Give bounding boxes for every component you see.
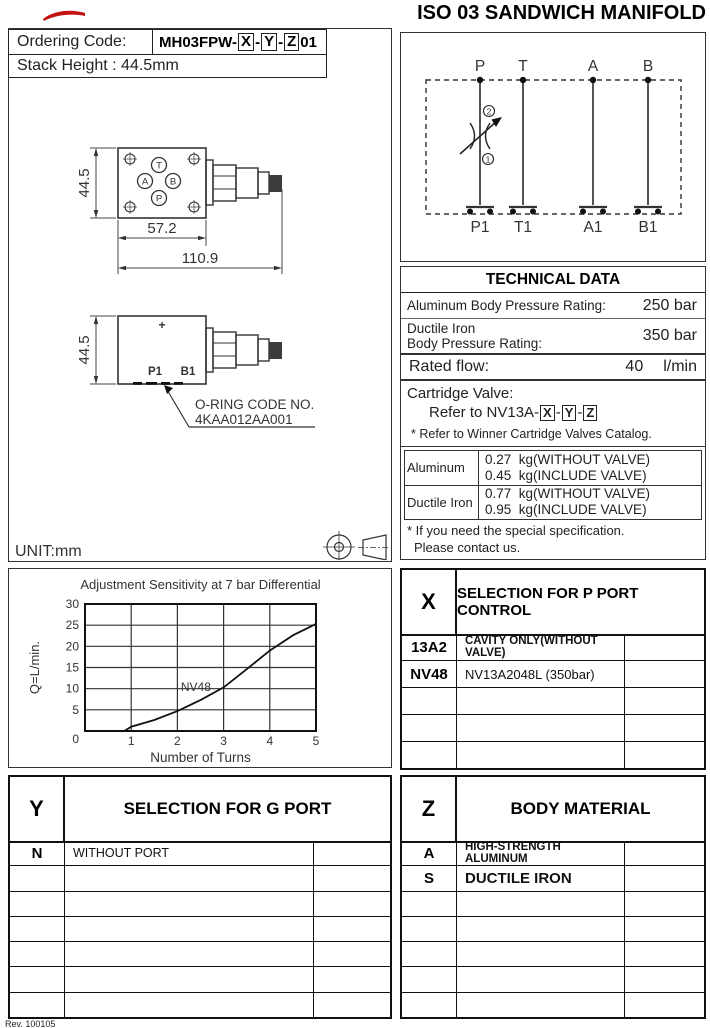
svg-text:4: 4 — [266, 734, 274, 748]
cell-code: A — [402, 841, 457, 865]
aluminum-pressure-value: 250 bar — [642, 296, 697, 314]
sensitivity-chart-panel — [8, 568, 392, 768]
stack-height-label: Stack Height : 44.5mm — [17, 56, 179, 74]
cell-empty — [625, 993, 704, 1017]
column-code-x: X — [402, 570, 457, 634]
table-row — [402, 742, 704, 768]
table-row — [402, 993, 704, 1017]
table-row — [10, 892, 390, 917]
valve-knob-side — [206, 328, 282, 372]
code-sep: - — [255, 33, 261, 51]
table-row — [10, 993, 390, 1017]
cell-empty — [625, 942, 704, 966]
page-title: ISO 03 SANDWICH MANIFOLD — [417, 2, 706, 24]
schematic-port-a1: A1 — [583, 219, 603, 236]
cell-desc: WITHOUT PORT — [65, 841, 314, 865]
drawings-panel — [8, 28, 392, 562]
cartridge-valve-label: Cartridge Valve: — [407, 385, 514, 403]
table-row — [402, 661, 704, 688]
cell-empty — [625, 715, 704, 741]
technical-data-title: TECHNICAL DATA — [401, 267, 705, 293]
cartridge-box-y: Y — [562, 405, 577, 421]
cell-code: NV48 — [402, 661, 457, 687]
cell-desc — [65, 967, 314, 991]
table-row — [402, 841, 704, 866]
schematic-port-b: B — [642, 58, 654, 75]
cell-empty — [625, 866, 704, 890]
projection-symbol-target — [323, 531, 355, 560]
revision-footer: Rev. 100105 — [5, 1019, 56, 1028]
ordering-code-row — [8, 29, 327, 55]
cell-empty — [625, 841, 704, 865]
selection-x-table — [400, 568, 706, 770]
cell-empty — [625, 634, 704, 660]
svg-text:0: 0 — [72, 732, 79, 746]
cell-empty — [625, 742, 704, 768]
cell-desc: CAVITY ONLY(WITHOUT VALVE) — [457, 634, 625, 660]
cell-code — [402, 742, 457, 768]
schematic-port-b1: B1 — [638, 219, 658, 236]
column-code-z: Z — [402, 777, 457, 841]
code-sep: - — [555, 404, 561, 422]
cell-empty — [314, 866, 390, 890]
oring-note-line2: 4KAA012AA001 — [195, 412, 293, 427]
code-box-z: Z — [284, 33, 299, 51]
rated-flow-row — [401, 355, 705, 381]
table-title-x: SELECTION FOR P PORT CONTROL — [457, 585, 639, 619]
cell-empty — [625, 688, 704, 714]
rated-flow-value: 40 — [625, 358, 644, 376]
cell-desc — [457, 967, 625, 991]
svg-text:Adjustment Sensitivity at 7 ba: Adjustment Sensitivity at 7 bar Differential — [80, 577, 321, 592]
cartridge-valve-section — [401, 381, 705, 447]
weight-include-valve: 0.95 kg(INCLUDE VALVE) — [485, 502, 647, 518]
cell-code — [10, 967, 65, 991]
table-rows — [402, 841, 704, 1017]
marker-2: 2 — [486, 106, 492, 117]
code-box-y: Y — [261, 33, 277, 51]
table-row — [402, 688, 704, 715]
cell-code: 13A2 — [402, 634, 457, 660]
cell-empty — [625, 967, 704, 991]
cell-empty — [314, 993, 390, 1017]
stack-height-row — [8, 55, 327, 78]
cell-desc — [65, 942, 314, 966]
weight-table — [404, 450, 702, 520]
unit-label: UNIT:mm — [15, 543, 82, 560]
cell-desc — [457, 942, 625, 966]
table-row — [10, 841, 390, 866]
cell-code — [10, 993, 65, 1017]
port-label-a: A — [141, 176, 149, 188]
cell-code — [10, 917, 65, 941]
cell-desc — [457, 993, 625, 1017]
schematic-port-t: T — [518, 58, 528, 75]
cell-desc — [65, 993, 314, 1017]
selection-y-table — [8, 775, 392, 1019]
cell-empty — [314, 841, 390, 865]
catalog-note: * Refer to Winner Cartridge Valves Catalog. — [411, 427, 652, 442]
cell-code — [10, 942, 65, 966]
cartridge-prefix: Refer to NV13A- — [429, 404, 540, 422]
side-view-drawing — [76, 316, 315, 427]
special-note-line1: * If you need the special specification. — [407, 523, 625, 539]
dim-110-9: 110.9 — [181, 250, 219, 267]
oring-note-line1: O-RING CODE NO. — [195, 397, 315, 412]
aluminum-pressure-row — [401, 293, 705, 319]
rated-flow-label: Rated flow: — [409, 358, 490, 376]
code-box-x: X — [238, 33, 254, 51]
cartridge-box-x: X — [540, 405, 555, 421]
table-row — [402, 866, 704, 891]
rated-flow-unit: l/min — [663, 358, 697, 376]
projection-symbol-cone — [358, 535, 390, 560]
technical-data-panel — [400, 266, 706, 560]
cell-desc: DUCTILE IRON — [457, 866, 625, 890]
port-label-b1: B1 — [180, 366, 196, 378]
code-suffix: 01 — [300, 33, 317, 51]
sensitivity-chart — [9, 569, 390, 766]
top-view-drawing — [76, 148, 282, 274]
table-rows — [402, 634, 704, 768]
marker-1: 1 — [485, 154, 491, 165]
schematic-port-p1: P1 — [470, 219, 490, 236]
dimension-drawings — [9, 29, 390, 560]
cell-code — [402, 715, 457, 741]
hydraulic-schematic — [401, 33, 704, 260]
svg-text:NV48: NV48 — [180, 679, 211, 694]
table-header — [402, 777, 704, 843]
svg-text:5: 5 — [312, 734, 320, 748]
weight-section — [401, 447, 705, 520]
table-header — [402, 570, 704, 636]
cartridge-valve-ref — [407, 404, 699, 421]
code-prefix: MH03FPW- — [159, 33, 238, 51]
cell-code: S — [402, 866, 457, 890]
cell-desc — [65, 866, 314, 890]
table-row — [402, 917, 704, 942]
iron-pressure-value: 350 bar — [642, 327, 697, 345]
cell-empty — [625, 917, 704, 941]
dim-44-5-top: 44.5 — [76, 168, 93, 198]
cell-desc: HIGH-STRENGTH ALUMINUM — [457, 841, 625, 865]
table-header — [10, 777, 390, 843]
port-label-b: B — [169, 176, 177, 188]
weight-material: Ductile Iron — [405, 486, 479, 520]
table-row — [402, 942, 704, 967]
svg-text:10: 10 — [65, 681, 79, 696]
svg-text:2: 2 — [174, 734, 181, 748]
brand-logo-swoosh — [42, 6, 86, 22]
weight-include-valve: 0.45 kg(INCLUDE VALVE) — [485, 467, 647, 483]
cell-desc — [457, 892, 625, 916]
cell-code — [402, 993, 457, 1017]
cell-empty — [314, 892, 390, 916]
cell-empty — [314, 967, 390, 991]
cell-code — [402, 917, 457, 941]
svg-text:25: 25 — [65, 618, 79, 633]
cell-desc — [65, 892, 314, 916]
cell-code — [402, 967, 457, 991]
svg-text:Number of Turns: Number of Turns — [150, 750, 251, 765]
weight-without-valve: 0.77 kg(WITHOUT VALVE) — [485, 486, 651, 502]
cell-code — [10, 892, 65, 916]
iron-pressure-row — [401, 319, 705, 355]
cell-code — [402, 942, 457, 966]
plus-mark: + — [158, 318, 166, 332]
table-title-z: BODY MATERIAL — [510, 799, 651, 818]
port-label-p: P — [155, 193, 163, 205]
weight-material: Aluminum — [405, 451, 479, 485]
valve-knob-top — [206, 160, 282, 205]
aluminum-pressure-label: Aluminum Body Pressure Rating: — [407, 297, 606, 313]
cell-empty — [625, 892, 704, 916]
svg-text:20: 20 — [65, 639, 79, 654]
table-row — [402, 634, 704, 661]
cell-code: N — [10, 841, 65, 865]
dim-57-2: 57.2 — [147, 220, 177, 237]
table-row — [402, 892, 704, 917]
code-sep: - — [278, 33, 284, 51]
table-row — [10, 967, 390, 992]
svg-text:15: 15 — [65, 660, 79, 675]
schematic-port-t1: T1 — [513, 219, 533, 236]
schematic-port-a: A — [587, 58, 599, 75]
svg-text:1: 1 — [127, 734, 135, 748]
table-title-y: SELECTION FOR G PORT — [123, 799, 332, 818]
selection-z-table — [400, 775, 706, 1019]
special-spec-note — [401, 520, 705, 559]
ordering-code-label: Ordering Code: — [9, 30, 153, 54]
cell-desc — [457, 688, 625, 714]
cell-code — [402, 892, 457, 916]
code-sep: - — [577, 404, 583, 422]
cell-empty — [625, 661, 704, 687]
table-row — [10, 866, 390, 891]
table-rows — [10, 841, 390, 1017]
svg-text:3: 3 — [220, 734, 227, 748]
table-row — [10, 942, 390, 967]
cell-desc — [65, 917, 314, 941]
table-row — [402, 715, 704, 742]
cell-empty — [314, 942, 390, 966]
weight-without-valve: 0.27 kg(WITHOUT VALVE) — [485, 451, 651, 467]
cell-desc: NV13A2048L (350bar) — [457, 661, 625, 687]
svg-text:30: 30 — [65, 597, 79, 611]
cell-empty — [314, 917, 390, 941]
cartridge-box-z: Z — [583, 405, 597, 421]
cell-desc — [457, 917, 625, 941]
dim-44-5-side: 44.5 — [76, 335, 93, 365]
svg-text:5: 5 — [72, 702, 79, 717]
weight-row-iron — [405, 486, 701, 520]
schematic-port-p: P — [474, 58, 486, 75]
cell-desc — [457, 715, 625, 741]
iron-pressure-label-1: Ductile Iron — [407, 320, 476, 336]
cell-code — [402, 688, 457, 714]
table-row — [402, 967, 704, 992]
svg-text:Q=L/min.: Q=L/min. — [27, 640, 42, 695]
special-note-line2: Please contact us. — [414, 539, 521, 555]
hydraulic-schematic-panel — [400, 32, 706, 262]
port-label-t: T — [156, 160, 162, 172]
iron-pressure-label-2: Body Pressure Rating: — [407, 336, 543, 352]
column-code-y: Y — [10, 777, 65, 841]
cell-desc — [457, 742, 625, 768]
ordering-code-value — [153, 30, 326, 54]
weight-row-aluminum — [405, 451, 701, 486]
port-label-p1: P1 — [147, 366, 163, 378]
cell-code — [10, 866, 65, 890]
table-row — [10, 917, 390, 942]
